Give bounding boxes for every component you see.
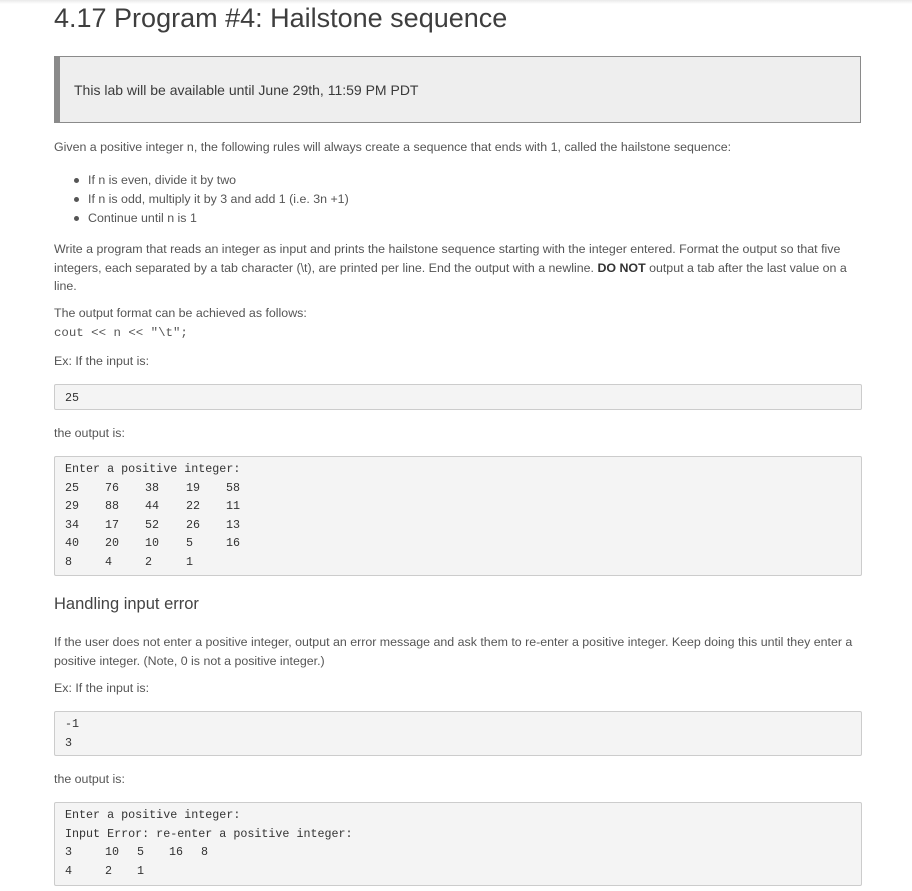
output-value: 25 — [65, 480, 80, 495]
intro-paragraph: Given a positive integer n, the following rules will always create a sequence that ends with 1, called the hailstone sequence: — [54, 140, 732, 154]
rule-item: If n is even, divide it by two — [88, 171, 349, 190]
example1-output-label: the output is: — [54, 426, 125, 440]
output-value: 2 — [105, 863, 113, 878]
output-value: 26 — [186, 517, 201, 532]
task-text: Write a program that reads an integer as input and prints the hailstone sequence starting with the integer entered. Format the output so that five integers, each separated by a tab character (\t), are printed per line. End the output with a newline. — [54, 242, 841, 275]
rule-item: Continue until n is 1 — [88, 209, 349, 228]
output-row — [65, 862, 861, 881]
output-value: 8 — [65, 554, 73, 569]
output-value: 4 — [105, 554, 113, 569]
example2-input-line: -1 — [65, 717, 80, 731]
example1-input-line: 25 — [65, 391, 80, 405]
output-value: 17 — [105, 517, 120, 532]
error-section-paragraph: If the user does not enter a positive integer, output an error message and ask them to re-enter a positive integer. Keep doing this until they enter a positive integer. (Note, 0 is not a positive integer.) — [54, 635, 853, 668]
output-value: 10 — [105, 845, 120, 860]
output-row — [65, 497, 861, 516]
output-value: 22 — [186, 499, 201, 514]
output-value: 16 — [226, 536, 241, 551]
example2-output-error: Input Error: re-enter a positive integer: — [65, 826, 353, 841]
example2-output-box — [54, 802, 862, 886]
output-value: 16 — [169, 845, 184, 860]
error-section-heading: Handling input error — [54, 595, 199, 613]
example2-input-box — [54, 711, 862, 756]
output-row — [65, 843, 861, 862]
output-value: 5 — [137, 845, 145, 860]
rules-list — [88, 171, 349, 228]
task-emphasis: DO NOT — [597, 260, 646, 275]
output-value: 40 — [65, 536, 80, 551]
output-value: 1 — [137, 863, 145, 878]
output-value: 1 — [186, 554, 194, 569]
output-value: 88 — [105, 499, 120, 514]
output-row — [65, 534, 861, 553]
example1-input-box — [54, 384, 862, 410]
output-value: 38 — [145, 480, 160, 495]
output-value: 13 — [226, 517, 241, 532]
output-row — [65, 479, 861, 498]
output-value: 34 — [65, 517, 80, 532]
example2-input-label: Ex: If the input is: — [54, 681, 150, 695]
output-value: 2 — [145, 554, 153, 569]
output-value: 44 — [145, 499, 160, 514]
output-value: 4 — [65, 863, 73, 878]
task-paragraph — [54, 240, 859, 296]
output-value: 76 — [105, 480, 120, 495]
output-value: 8 — [201, 845, 209, 860]
example2-output-label: the output is: — [54, 772, 125, 786]
output-value: 20 — [105, 536, 120, 551]
output-value: 58 — [226, 480, 241, 495]
rule-item: If n is odd, multiply it by 3 and add 1 (i.e. 3n +1) — [88, 190, 349, 209]
output-value: 19 — [186, 480, 201, 495]
output-row — [65, 553, 861, 572]
example1-input-label: Ex: If the input is: — [54, 354, 150, 368]
example1-output-header: Enter a positive integer: — [65, 462, 241, 476]
availability-notice: This lab will be available until June 29th, 11:59 PM PDT — [54, 56, 861, 123]
output-value: 10 — [145, 536, 160, 551]
output-row — [65, 516, 861, 535]
output-value: 5 — [186, 536, 194, 551]
output-value: 11 — [226, 499, 241, 514]
page-title: 4.17 Program #4: Hailstone sequence — [54, 3, 508, 33]
example1-output-box — [54, 456, 862, 576]
output-value: 29 — [65, 499, 80, 514]
task-text-after: output a tab after the last value on a line. — [54, 260, 847, 293]
format-code: cout << n << "\t"; — [54, 326, 188, 340]
example2-input-line: 3 — [65, 735, 73, 750]
format-intro: The output format can be achieved as follows: — [54, 306, 307, 320]
output-value: 52 — [145, 517, 160, 532]
example2-output-header: Enter a positive integer: — [65, 808, 241, 822]
output-value: 3 — [65, 845, 73, 860]
